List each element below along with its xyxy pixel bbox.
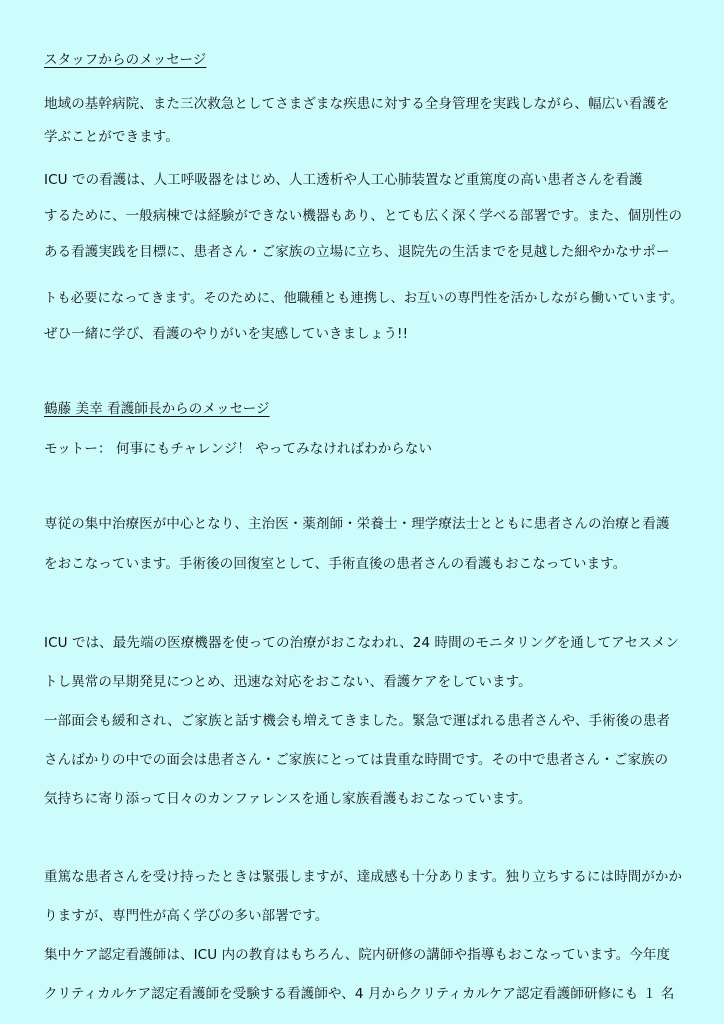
head-nurse-message-line: 一部面会も緩和され、ご家族と話す機会も増えてきました。緊急で運ばれる患者さんや、手術後の患者 — [44, 713, 671, 729]
motto-line: モットー： 何事にもチャレンジ！ やってみなければわからない — [44, 441, 433, 457]
head-nurse-message-line: をおこなっています。手術後の回復室として、手術直後の患者さんの看護もおこなっています。 — [44, 556, 627, 572]
head-nurse-message-line: さんばかりの中での面会は患者さん・ご家族にとっては貴重な時間です。その中で患者さん・ご家族の — [44, 752, 669, 768]
head-nurse-message-line: りますが、専門性が高く学びの多い部署です。 — [44, 908, 329, 924]
staff-message-line: ぜひ一緒に学び、看護のやりがいを実感していきましょう!! — [44, 326, 409, 342]
staff-message-line: するために、一般病棟では経験ができない機器もあり、とても広く深く学べる部署です。また、個別性の — [44, 208, 683, 224]
head-nurse-message-line: トし異常の早期発見につとめ、迅速な対応をおこない、看護ケアをしています。 — [44, 674, 532, 690]
staff-message-line: 学ぶことができます。 — [44, 129, 179, 145]
staff-message-heading: スタッフからのメッセージ — [44, 52, 207, 68]
head-nurse-message-heading: 鶴藤 美幸 看護師長からのメッセージ — [44, 401, 270, 417]
staff-message-line: ある看護実践を目標に、患者さん・ご家族の立場に立ち、退院先の生活までを見越した細やかなサポー — [44, 244, 670, 260]
staff-message-line: 地域の基幹病院、また三次救急としてさまざまな疾患に対する全身管理を実践しながら、幅広い看護を — [44, 96, 670, 112]
staff-message-line: トも必要になってきます。そのために、他職種とも連携し、お互いの専門性を活かしながら働いています。 — [44, 291, 684, 306]
head-nurse-message-line: 集中ケア認定看護師は、ICU 内の教育はもちろん、院内研修の講師や指導もおこなっています。今年度 — [44, 947, 671, 963]
head-nurse-message-line: ICU では、最先端の医療機器を使っての治療がおこなわれ、24 時間のモニタリングを通してアセスメン — [44, 635, 679, 651]
head-nurse-message-line: クリティカルケア認定看護師を受験する看護師や、4 月からクリティカルケア認定看護師研修にも １ 名 — [44, 986, 675, 1002]
head-nurse-message-line: 気持ちに寄り添って日々のカンファレンスを通し家族看護もおこなっています。 — [44, 791, 532, 807]
staff-message-line: ICU での看護は、人工呼吸器をはじめ、人工透析や人工心肺装置など重篤度の高い患者さんを看護 — [44, 172, 643, 188]
head-nurse-message-line: 重篤な患者さんを受け持ったときは緊張しますが、達成感も十分あります。独り立ちするには時間がかか — [44, 869, 683, 885]
head-nurse-message-line: 専従の集中治療医が中心となり、主治医・薬剤師・栄養士・理学療法士とともに患者さんの治療と看護 — [44, 516, 670, 532]
